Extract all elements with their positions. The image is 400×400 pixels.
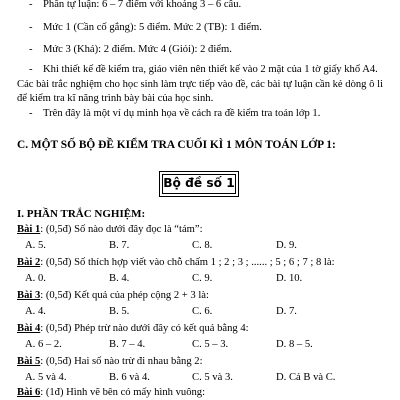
question-number: Bài 6 [17, 387, 41, 398]
question-number: Bài 3 [17, 290, 41, 301]
option-c: C. 8. [192, 240, 213, 251]
bullet-level-1-2 [29, 21, 262, 34]
bullet-text: Mức 3 (Khá): 2 điểm. Mức 4 (Giỏi): 2 điểm. [43, 44, 232, 55]
option-c: C. 5 – 3. [192, 339, 229, 350]
part-title: I. PHẦN TRẮC NGHIỆM: [17, 208, 146, 220]
question-text: : (0,5đ) Số nào dưới đây đọc là “tám”: [40, 224, 203, 235]
design-note-body: Các bài trắc nghiệm cho học sinh làm trực tiếp vào đề, các bài tự luận cần kẻ dòng ô li để kiểm tra kĩ năng trình bày bài của học sinh. [17, 78, 383, 104]
question-text: : (0,5đ) Kết quả của phép cộng 2 + 3 là: [40, 290, 209, 301]
bullet-essay-score [29, 0, 241, 11]
bullet-text: Trên đây là một ví dụ minh họa về cách ra đề kiểm tra toán lớp 1. [43, 108, 321, 119]
exam-set-title: Bộ đề số 1 [162, 174, 236, 194]
section-title: C. MỘT SỐ BỘ ĐỀ KIỂM TRA CUỐI KÌ 1 MÔN TOÁN LỚP 1: [17, 139, 336, 151]
option-d: D. 10. [276, 273, 303, 284]
bullet-dash: - [29, 64, 33, 75]
bullet-dash: - [29, 44, 33, 55]
question-number: Bài 2 [17, 257, 41, 268]
option-d: D. 7. [276, 306, 297, 317]
bullet-text: Mức 1 (Cần cố gắng): 5 điểm. Mức 2 (TB): 1 điểm. [43, 22, 262, 33]
option-a: A. 5. [25, 240, 46, 251]
option-a: A. 5 và 4. [25, 372, 67, 383]
question-number: Bài 5 [17, 356, 41, 367]
option-d: D. 9. [276, 240, 297, 251]
bullet-dash: - [29, 0, 33, 10]
bullet-closing [29, 107, 320, 120]
option-a: A. 6 – 2. [25, 339, 62, 350]
question-text: : (0,5đ) Phép trừ nào dưới đây có kết quả bằng 4: [40, 323, 249, 334]
question-4 [17, 323, 249, 334]
option-b: B. 7 – 4. [109, 339, 146, 350]
option-b: B. 5. [109, 306, 130, 317]
option-c: C. 9. [192, 273, 213, 284]
question-2 [17, 257, 335, 268]
question-text: : (1đ) Hình vẽ bên có mấy hình vuông: [40, 387, 206, 398]
option-a: A. 0. [25, 273, 46, 284]
option-c: C. 6. [192, 306, 213, 317]
option-c: C. 5 và 3. [192, 372, 233, 383]
option-b: B. 6 và 4. [109, 372, 150, 383]
question-text: : (0,5đ) Số thích hợp viết vào chỗ chấm 1 ; 2 ; 3 ; ...... ; 5 ; 6 ; 7 ; 8 là: [40, 257, 335, 268]
question-number: Bài 1 [17, 224, 41, 235]
question-5 [17, 356, 203, 367]
bullet-text: Phần tự luận: 6 – 7 điểm với khoảng 3 – 6 câu. [43, 0, 242, 10]
question-1 [17, 224, 203, 235]
question-3 [17, 290, 209, 301]
question-text: : (0,5đ) Hai số nào trừ đi nhau bằng 2: [40, 356, 203, 367]
option-b: B. 4. [109, 273, 130, 284]
question-6 [17, 387, 205, 398]
bullet-level-3-4 [29, 43, 232, 56]
option-a: A. 4. [25, 306, 46, 317]
bullet-dash: - [29, 22, 33, 33]
bullet-dash: - [29, 108, 33, 119]
question-number: Bài 4 [17, 323, 41, 334]
option-b: B. 7. [109, 240, 130, 251]
option-d: D. 8 – 5. [276, 339, 313, 350]
design-note-paragraph [17, 63, 383, 107]
design-note-lead: Khi thiết kế đề kiểm tra, giáo viên nên thiết kế vào 2 mặt của 1 tờ giấy khổ A4. [43, 64, 378, 75]
option-d: D. Cả B và C. [276, 372, 336, 383]
